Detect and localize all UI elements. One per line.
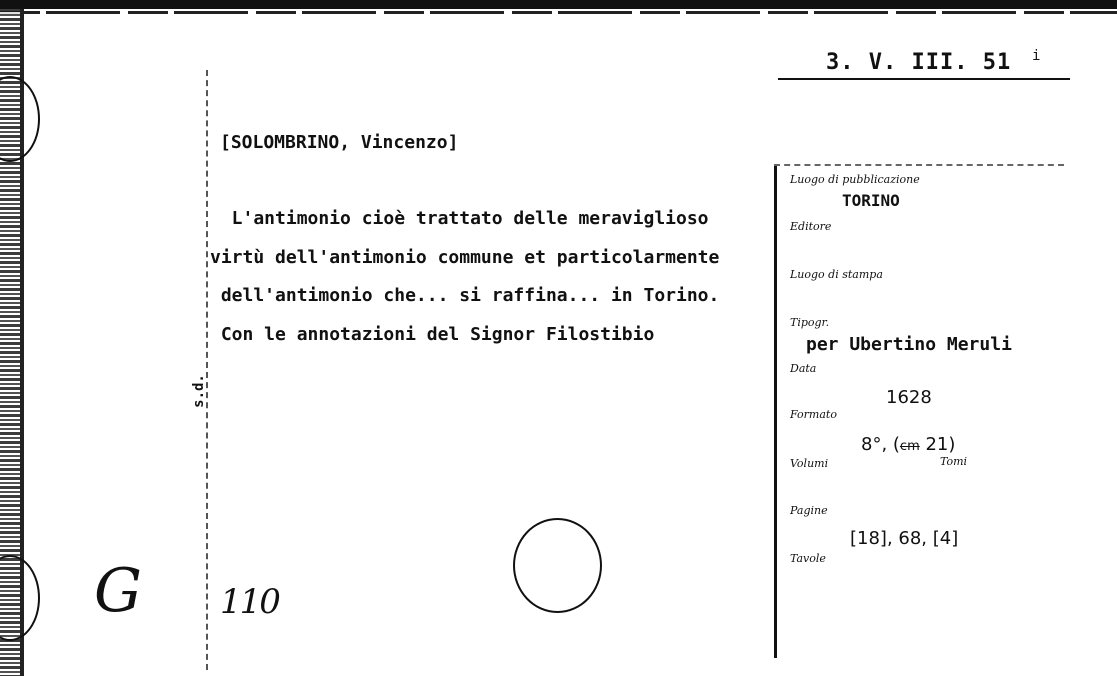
luogo-value: TORINO xyxy=(842,191,900,210)
formato-value xyxy=(861,434,955,455)
volumi-label: Volumi xyxy=(790,457,829,470)
author-heading: [SOLOMBRINO, Vincenzo] xyxy=(220,132,459,153)
title-line: dell'antimonio che... si raffina... in Torino. xyxy=(210,285,720,307)
title-line: L'antimonio cioè trattato delle meraviglioso xyxy=(210,208,709,229)
editore-label: Editore xyxy=(790,220,832,233)
stampa-label: Luogo di stampa xyxy=(790,268,883,281)
formato-struck: cm xyxy=(899,439,920,454)
handwritten-letter: G xyxy=(94,556,142,626)
data-value: 1628 xyxy=(886,387,932,408)
tavole-label: Tavole xyxy=(790,552,826,565)
shelfmark-underline xyxy=(778,78,1070,80)
luogo-label: Luogo di pubblicazione xyxy=(790,173,920,186)
pagine-label: Pagine xyxy=(790,504,828,517)
shelfmark-mark: i xyxy=(1032,48,1041,64)
card-top-border-dashes xyxy=(0,11,1117,14)
formato-number: 8°, ( xyxy=(861,434,900,455)
circle-mark xyxy=(513,518,602,613)
card-top-border xyxy=(0,0,1117,9)
tomi-label: Tomi xyxy=(940,455,968,468)
title-line: Con le annotazioni del Signor Filostibio xyxy=(210,324,655,346)
data-label: Data xyxy=(790,362,817,375)
title-block xyxy=(210,200,770,355)
title-line: virtù dell'antimonio commune et particolarmente xyxy=(210,246,720,268)
margin-line xyxy=(206,70,208,670)
punch-hole-bottom xyxy=(0,555,40,641)
tipogr-label: Tipogr. xyxy=(790,316,830,329)
punch-hole-top xyxy=(0,76,40,162)
handwritten-number: 110 xyxy=(220,582,279,622)
formato-size: 21) xyxy=(925,434,956,455)
shelfmark: 3. V. III. 51 xyxy=(826,50,1012,75)
tipogr-value: per Ubertino Meruli xyxy=(806,334,1012,355)
side-note: s.d. xyxy=(190,374,207,408)
formato-label: Formato xyxy=(790,408,837,421)
pagine-value: [18], 68, [4] xyxy=(850,528,959,549)
